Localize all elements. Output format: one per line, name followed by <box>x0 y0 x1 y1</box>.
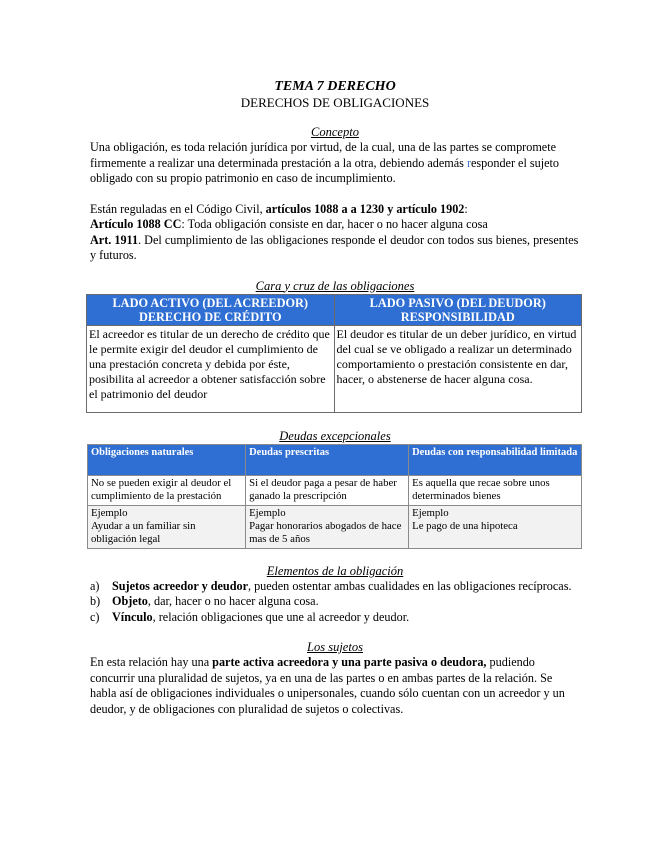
table-header-naturales: Obligaciones naturales <box>88 444 246 475</box>
table-cell: No se pueden exigir al deudor el cumplimiento de la prestación <box>88 475 246 505</box>
section-heading-concepto: Concepto <box>311 125 359 139</box>
sujetos-paragraph: En esta relación hay una parte activa acreedora y una parte pasiva o deudora, pudiendo concurrir una pluralidad de sujetos, ya en una de las partes o en ambas partes de la relación. Se habla así de obligaciones individuales o unipersonales, cuando sólo cuentan con un acreedor y un deudor, y de obligaciones con pluralidad de sujetos o colectivas. <box>90 655 565 716</box>
table-cell-example: Ejemplo Ayudar a un familiar sin obligación legal <box>88 505 246 548</box>
document-title: TEMA 7 DERECHO <box>274 79 396 94</box>
list-item: a) Sujetos acreedor y deudor, pueden ostentar ambas cualidades en las obligaciones recíprocas. <box>90 578 572 593</box>
elementos-list <box>90 579 580 626</box>
table-cell: Es aquella que recae sobre unos determinados bienes <box>409 475 582 505</box>
list-item: b) Objeto, dar, hacer o no hacer alguna cosa. <box>90 594 319 608</box>
document-page <box>90 78 580 717</box>
regulacion-line-3: Art. 1911. Del cumplimiento de las obligaciones responde el deudor con todos sus bienes, presentes y futuros. <box>90 232 579 262</box>
highlighted-letter: r <box>466 155 472 170</box>
section-heading-cara-cruz: Cara y cruz de las obligaciones <box>255 278 415 293</box>
section-heading-sujetos: Los sujetos <box>307 640 363 654</box>
table-header-responsabilidad: Deudas con responsabilidad limitada <box>409 444 582 475</box>
table-cell-lado-pasivo: El deudor es titular de un deber jurídico, en virtud del cual se ve obligado a realizar un determinado comportamiento o prestación consistente en dar, hacer, o abstenerse de hacer alguna cosa. <box>334 325 582 412</box>
regulacion-line-1: Están reguladas en el Código Civil, artículos 1088 a a 1230 y artículo 1902: <box>90 201 468 216</box>
table-header-lado-pasivo: LADO PASIVO (DEL DEUDOR) RESPONSIBILIDAD <box>334 294 582 325</box>
section-heading-deudas: Deudas excepcionales <box>279 428 391 443</box>
concepto-paragraph: Una obligación, es toda relación jurídica por virtud, de la cual, una de las partes se compromete firmemente a realizar una determinada prestación a la otra, debiendo además responder el sujeto obligado con su propio patrimonio en caso de incumplimiento. <box>90 140 560 185</box>
table-cell-lado-activo: El acreedor es titular de un derecho de crédito que le permite exigir del deudor el cumplimiento de una prestación concreta y debida por éste, posibilita al acreedor a obtener satisfacción sobre el patrimonio del deudor <box>87 325 335 412</box>
document-subtitle: DERECHOS DE OBLIGACIONES <box>240 95 430 110</box>
cara-cruz-table <box>86 294 582 413</box>
table-header-prescritas: Deudas prescritas <box>246 444 409 475</box>
deudas-table <box>87 444 582 549</box>
list-item: c) Vínculo, relación obligaciones que une al acreedor y deudor. <box>90 609 410 624</box>
table-cell-example: Ejemplo Le pago de una hipoteca <box>409 505 582 548</box>
table-cell-example: Ejemplo Pagar honorarios abogados de hace mas de 5 años <box>246 505 409 548</box>
table-header-lado-activo: LADO ACTIVO (DEL ACREEDOR) DERECHO DE CRÉDITO <box>87 294 335 325</box>
regulacion-line-2: Artículo 1088 CC: Toda obligación consiste en dar, hacer o no hacer alguna cosa <box>90 217 488 231</box>
section-heading-elementos: Elementos de la obligación <box>266 563 404 578</box>
table-cell: Si el deudor paga a pesar de haber ganado la prescripción <box>246 475 409 505</box>
